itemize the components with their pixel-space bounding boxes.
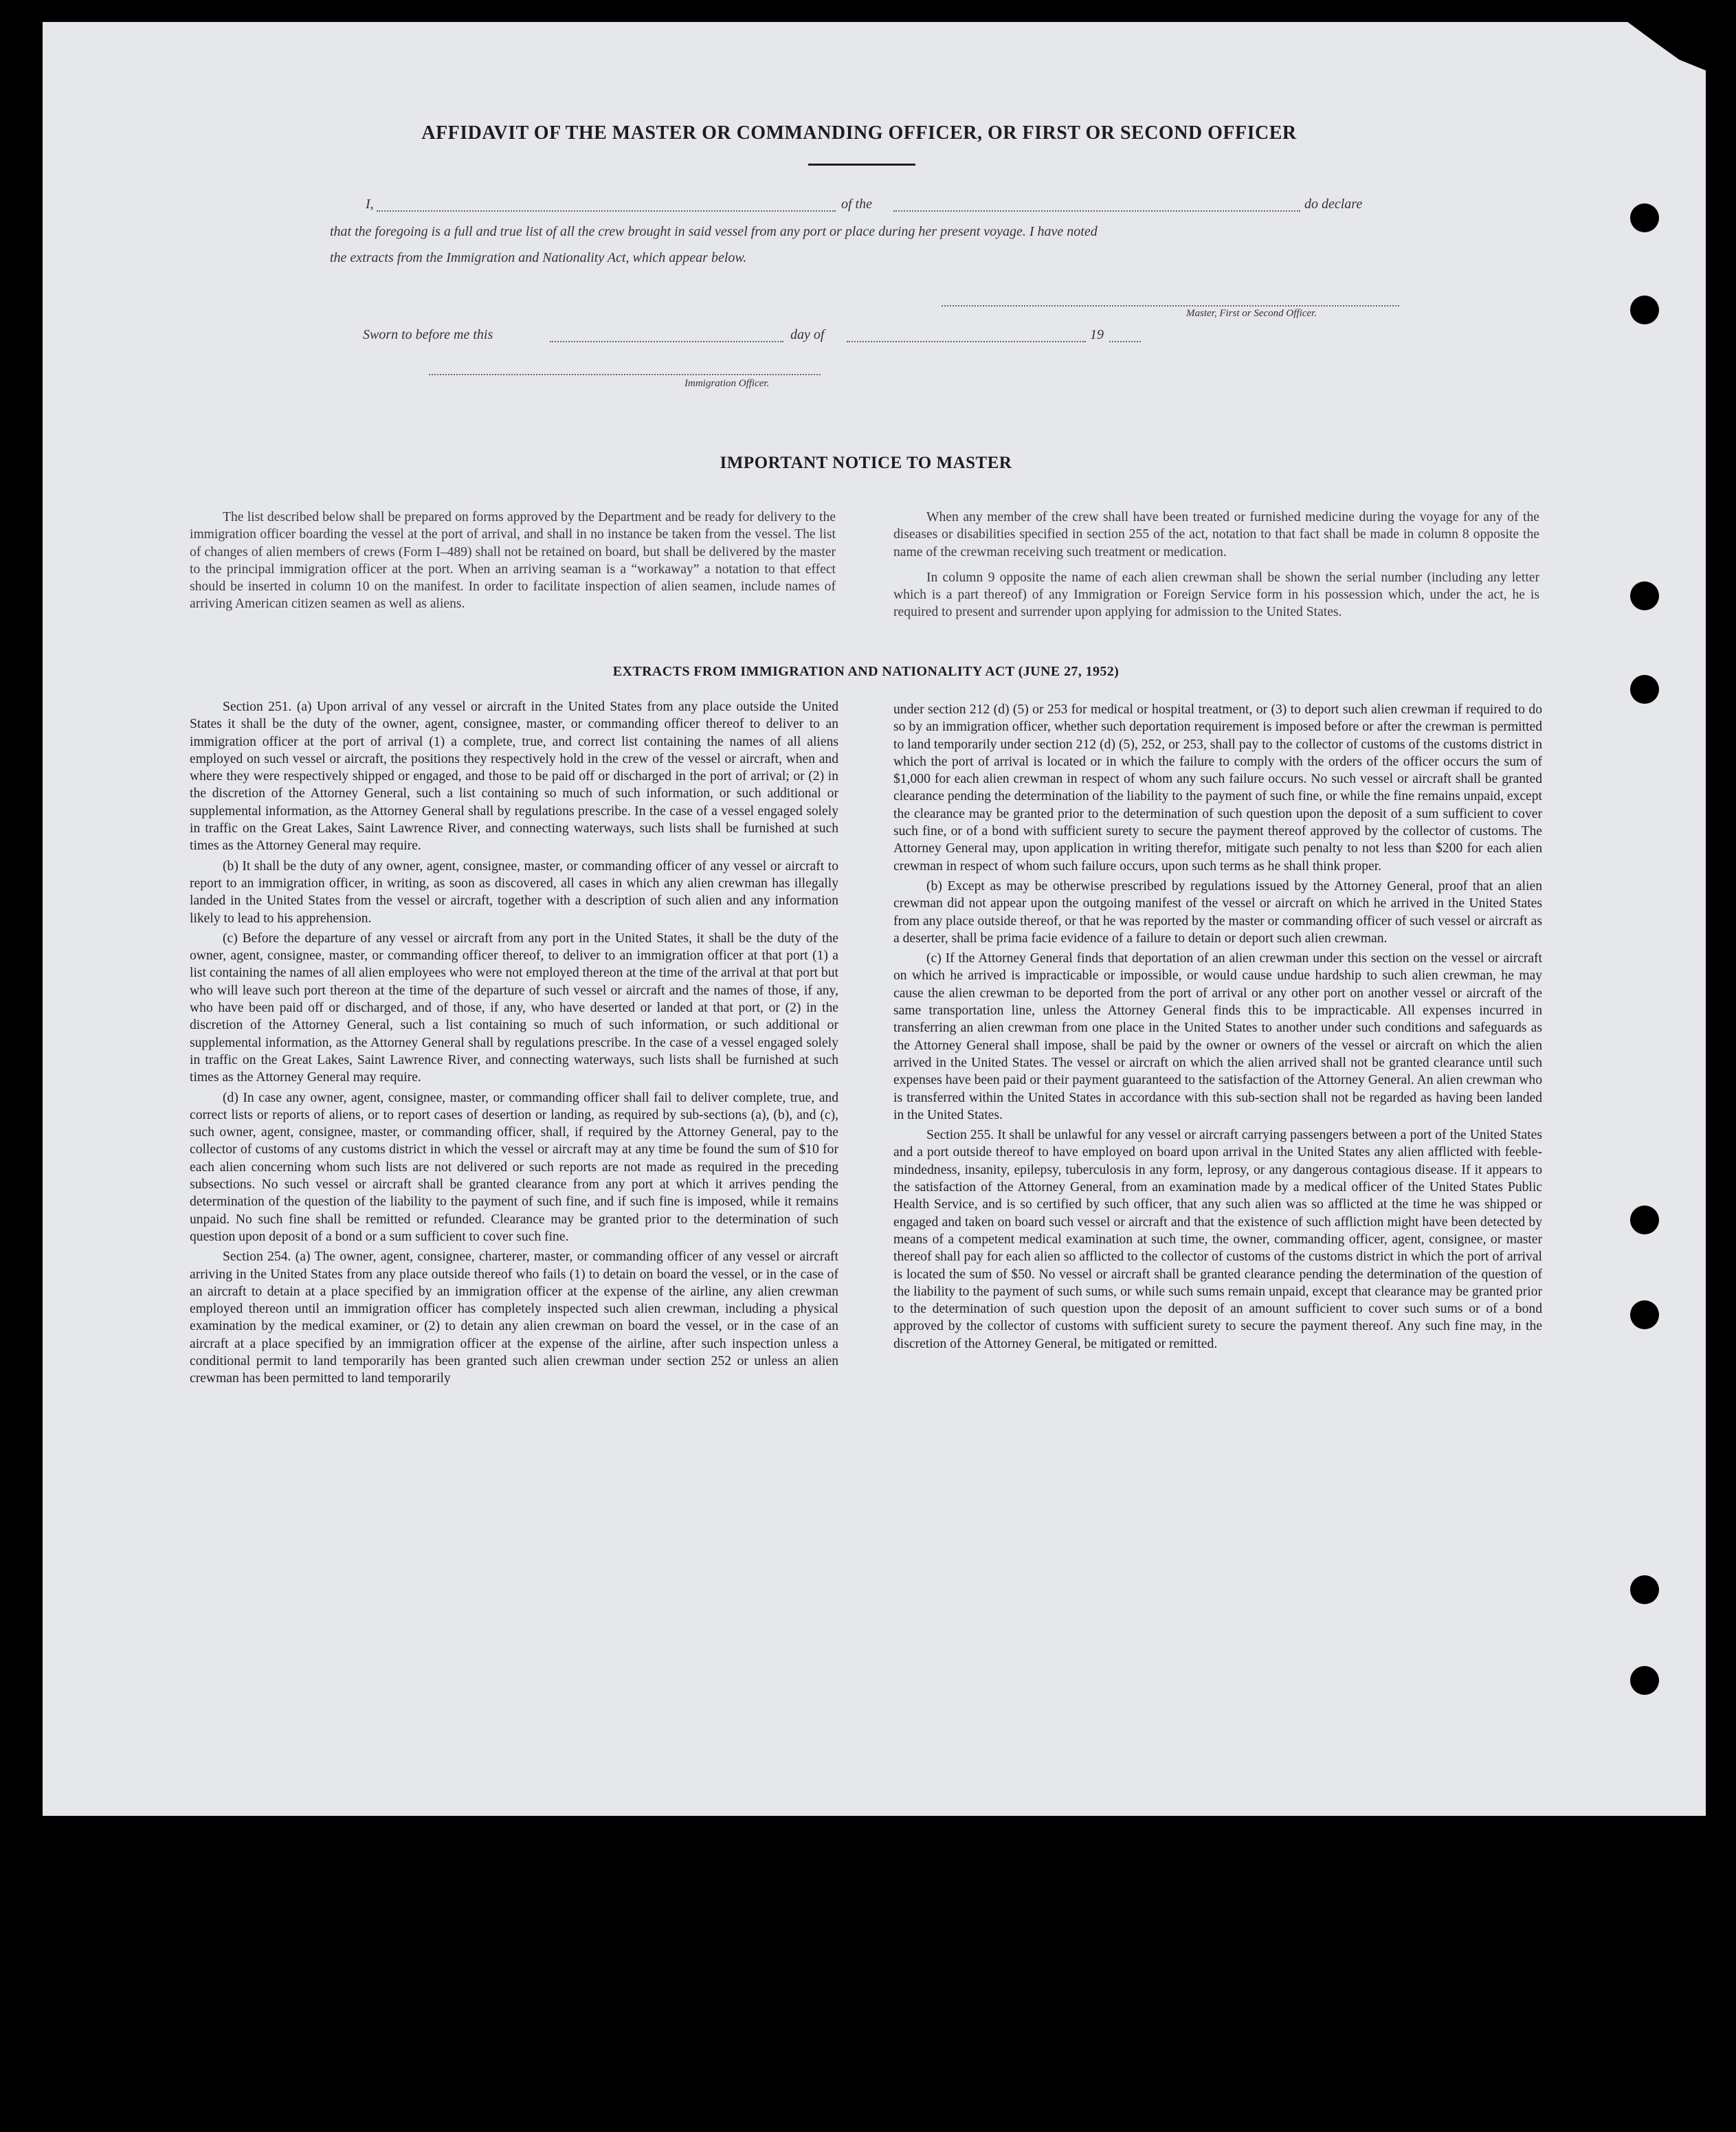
immigration-officer-caption: Immigration Officer.: [685, 378, 770, 389]
binder-hole: [1630, 296, 1659, 324]
affidavit-title: AFFIDAVIT OF THE MASTER OR COMMANDING OFFICER, OR FIRST OR SECOND OFFICER: [421, 122, 1297, 144]
section-254-a-continued: under section 212 (d) (5) or 253 for medical or hospital treatment, or (3) to deport such alien crewman if required to do so by an immigration officer, whether such deportation requirement is imposed before or after the crewman is permitted to land temporarily under section 212 (d) (5), 252, or 253, shall pay to the collector of customs of the customs district in which the port of arrival is located or in which the failure to comply with the orders of the officer occurs the sum of $1,000 for each alien crewman in respect of whom any such failure occurs. No such vessel or aircraft shall be granted clearance pending the determination of the liability to the payment of such fine, or while the fine remains unpaid, except the clearance may be granted prior to the determination of such question upon the deposit of a sum sufficient to cover such fine, or of a bond with sufficient surety to secure the payment thereof approved by the collector of customs. The Attorney General may, upon application in writing therefor, mitigate such penalty to not less than $200 for each alien crewman in respect of whom such failure occurs, upon such terms as he shall think proper.: [893, 702, 1542, 874]
binder-hole: [1630, 1575, 1659, 1604]
of-the-label: of the: [841, 197, 872, 212]
sworn-label: Sworn to before me this: [363, 327, 493, 342]
master-signature-caption: Master, First or Second Officer.: [1186, 308, 1317, 319]
extracts-left-column: [190, 698, 838, 1388]
declaration-line-1: [330, 191, 1402, 217]
declaration-line-2: that the foregoing is a full and true list of all the crew brought in said vessel from any port or place during her present voyage. I have noted: [330, 224, 1098, 239]
notice-title: IMPORTANT NOTICE TO MASTER: [720, 454, 1012, 472]
section-254-a: Section 254. (a) The owner, agent, consignee, charterer, master, or commanding officer of any vessel or aircraft arriving in the United States from any place outside thereof who fails (1) to detain on board the vessel, or in the case of an aircraft to detain at a place specified by an immigration officer at the expense of the airline, any alien crewman employed thereon until an immigration officer has completely inspected such alien crewman, including a physical examination by the medical examiner, or (2) to detain any alien crewman on board the vessel, or in the case of an aircraft at a place specified by an immigration officer at the expense of the airline, after such inspection unless a conditional permit to land temporarily has been granted such alien crewman under section 252 or unless an alien crewman has been permitted to land temporarily: [190, 1250, 838, 1386]
declarant-name-field[interactable]: [377, 210, 836, 212]
extracts-title: EXTRACTS FROM IMMIGRATION AND NATIONALITY ACT (JUNE 27, 1952): [612, 664, 1120, 679]
sworn-year-field[interactable]: [1109, 341, 1141, 342]
sworn-month-field[interactable]: [847, 341, 1086, 342]
notice-left-column: [190, 509, 836, 613]
section-251-d: (d) In case any owner, agent, consignee, master, or commanding officer shall fail to deliver complete, true, and correct lists or reports of aliens, or to report cases of desertion or landing, as required by sub-sections (a), (b), and (c), such owner, agent, consignee, master, or commanding officer, shall, if required by the Attorney General, pay to the collector of customs of any customs district in which the vessel or aircraft may at any time be found the sum of $10 for each alien concerning whom such lists are not delivered or such reports are not made as required in the preceding subsections. No such vessel or aircraft shall be granted clearance from any port at which it arrives pending the determination of the question of the liability to the payment of such fine, and if such fine is imposed, while it remains unpaid. No such fine shall be remitted or refunded. Clearance may be granted prior to the determination of such question upon deposit of a bond or a sum sufficient to cover such fine.: [190, 1090, 838, 1244]
title-underline: [808, 164, 915, 166]
i-label: I,: [366, 197, 374, 212]
immigration-officer-signature-field[interactable]: [429, 374, 821, 375]
binder-hole: [1630, 1666, 1659, 1695]
section-254-c: (c) If the Attorney General finds that deportation of an alien crewman under this section on the vessel or aircraft on which he arrived is impracticable or impossible, or would cause undue hardship to such alien crewman, he may cause the alien crewman to be deported from the port of arrival or any other port on another vessel or aircraft of the same transportation line, unless the Attorney General finds this to be impracticable. All expenses incurred in transferring an alien crewman from one place in the United States to another under such conditions and safeguards as the Attorney General shall impose, shall be paid by the owner or owners of the vessel or aircraft on which the alien arrived in the United States. The vessel or aircraft on which the alien arrived shall not be granted clearance until such expenses have been paid or their payment guaranteed to the satisfaction of the Attorney General. An alien crewman who is transferred within the United States in accordance with this sub-section shall not be regarded as having been landed in the United States.: [893, 951, 1542, 1122]
vessel-name-field[interactable]: [893, 210, 1300, 212]
day-of-label: day of: [790, 327, 825, 342]
notice-right-paragraph-1: When any member of the crew shall have been treated or furnished medicine during the voyage for any of the diseases or disabilities specified in section 255 of the act, notation to that fact shall be made in column 8 opposite the name of the crewman receiving such treatment or medication.: [893, 510, 1539, 559]
binder-hole: [1630, 1206, 1659, 1234]
year-label: 19: [1090, 327, 1104, 342]
sworn-day-field[interactable]: [550, 341, 783, 342]
binder-hole: [1630, 203, 1659, 232]
do-declare-label: do declare: [1304, 197, 1363, 212]
binder-hole: [1630, 581, 1659, 610]
notice-left-paragraph: The list described below shall be prepared on forms approved by the Department and be ready for delivery to the immigration officer boarding the vessel at the port of arrival, and shall in no instance be taken from the vessel. The list of changes of alien members of crews (Form I–489) shall not be retained on board, but shall be delivered by the master to the principal immigration officer at the port. When an arriving seaman is a “workaway” a notation to that effect should be inserted in column 10 on the manifest. In order to facilitate inspection of alien seamen, include names of arriving American citizen seamen as well as aliens.: [190, 510, 836, 612]
section-254-b: (b) Except as may be otherwise prescribed by regulations issued by the Attorney General, proof that an alien crewman did not appear upon the outgoing manifest of the vessel or aircraft on which he arrived in the United States from any place outside thereof, or that he was reported by the master or commanding officer of such vessel or aircraft as a deserter, shall be prima facie evidence of a failure to detain or deport such alien crewman.: [893, 878, 1542, 946]
notice-right-column: [893, 509, 1539, 621]
section-255: Section 255. It shall be unlawful for any vessel or aircraft carrying passengers between a port of the United States and a port outside thereof to have employed on board upon arrival in the United States any alien afflicted with feeble-mindedness, insanity, epilepsy, tuberculosis in any form, leprosy, or any dangerous contagious disease. If it appears to the satisfaction of the Attorney General, from an examination made by a medical officer of the United States Public Health Service, and is so certified by such officer, that any such alien was so afflicted at the time he was shipped or engaged and taken on board such vessel or aircraft and that the existence of such affliction might have been detected by means of a competent medical examination at such time, the owner, commanding officer, agent, consignee, or master thereof shall pay for each alien so afflicted to the collector of customs of the customs district in which the port of arrival is located the sum of $50. No vessel or aircraft shall be granted clearance pending the determination of the question of the liability to the payment of such sums, or while such sums remain unpaid, except that clearance may be granted prior to the determination of such question upon the deposit of an amount sufficient to cover such sums or of a bond approved by the collector of customs with sufficient surety to secure the payment thereof. Any such fine may, in the discretion of the Attorney General, be mitigated or remitted.: [893, 1128, 1542, 1351]
master-signature-field[interactable]: [942, 305, 1399, 307]
section-251-a: Section 251. (a) Upon arrival of any vessel or aircraft in the United States from any place outside the United States it shall be the duty of the owner, agent, consignee, master, or commanding officer thereof to deliver to an immigration officer at the port of arrival (1) a complete, true, and correct list containing the names of all aliens employed on such vessel or aircraft, the positions they respectively hold in the crew of the vessel or aircraft, when and where they were respectively shipped or engaged, and those to be paid off or discharged in the port of arrival; or (2) in the discretion of the Attorney General, such a list containing so much of such information, or such additional or supplemental information, as the Attorney General shall by regulations prescribe. In the case of a vessel engaged solely in traffic on the Great Lakes, Saint Lawrence River, and connecting waterways, such lists shall be furnished at such times as the Attorney General may require.: [190, 700, 838, 854]
binder-hole: [1630, 1300, 1659, 1329]
notice-right-paragraph-2: In column 9 opposite the name of each alien crewman shall be shown the serial number (including any letter which is a part thereof) of any Immigration or Foreign Service form in his possession which, under the act, he is required to present and surrender upon applying for admission to the United States.: [893, 570, 1539, 620]
extracts-right-column: [893, 701, 1542, 1353]
declaration-line-3: the extracts from the Immigration and Nationality Act, which appear below.: [330, 250, 747, 265]
binder-hole: [1630, 675, 1659, 704]
section-251-b: (b) It shall be the duty of any owner, agent, consignee, master, or commanding officer of any vessel or aircraft to report to an immigration officer, in writing, as soon as discovered, all cases in which any alien crewman has illegally landed in the United States from the vessel or aircraft, together with a description of such alien and any information likely to lead to his apprehension.: [190, 858, 838, 926]
section-251-c: (c) Before the departure of any vessel or aircraft from any port in the United States, it shall be the duty of the owner, agent, consignee, master, or commanding officer thereof, to deliver to an immigration officer at that port (1) a list containing the names of all alien employees who were not employed thereon at the time of the arrival at that port but who will leave such port thereon at the time of the departure of such vessel or aircraft and the names of those, if any, who have been paid off or discharged, and of those, if any, who have deserted or landed at that port, or (2) in the discretion of the Attorney General, such a list containing so much of such information, or such additional or supplemental information, as the Attorney General shall by regulations prescribe. In the case of a vessel engaged solely in traffic on the Great Lakes, Saint Lawrence River, and connecting waterways, such lists shall be furnished at such times as the Attorney General may require.: [190, 931, 838, 1085]
